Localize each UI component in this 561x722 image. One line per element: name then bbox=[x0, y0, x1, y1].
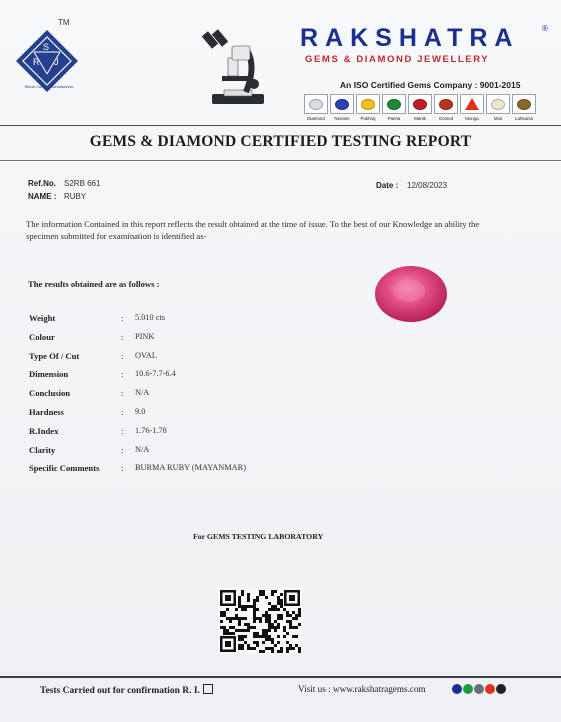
gem-label: Manik bbox=[414, 116, 426, 121]
gemstone-icon bbox=[335, 99, 349, 110]
gem-item bbox=[382, 94, 406, 121]
registered-mark: ® bbox=[542, 24, 548, 33]
gem-icons-row bbox=[304, 94, 536, 121]
property-label: Dimension bbox=[29, 369, 69, 380]
gem-box bbox=[330, 94, 354, 114]
property-colon: : bbox=[121, 369, 124, 380]
gem-item bbox=[486, 94, 510, 121]
gemstone-icon bbox=[439, 99, 453, 110]
gem-item bbox=[460, 94, 484, 121]
logo-letter-s: S bbox=[43, 42, 50, 52]
property-label: Hardness bbox=[29, 406, 64, 417]
property-colon: : bbox=[121, 350, 124, 361]
gem-label: Gomed bbox=[438, 116, 454, 121]
property-colon: : bbox=[121, 406, 124, 417]
ref-no-label: Ref.No. bbox=[28, 179, 56, 188]
property-colon: : bbox=[121, 425, 124, 436]
gem-item bbox=[512, 94, 536, 121]
gem-label: Pukhraj bbox=[360, 116, 376, 121]
srj-logo bbox=[8, 18, 90, 108]
footer-divider bbox=[0, 676, 561, 678]
property-value: N/A bbox=[135, 444, 150, 454]
gem-box bbox=[434, 94, 458, 114]
results-heading: The results obtained are as follows : bbox=[28, 279, 160, 289]
gem-item bbox=[356, 94, 380, 121]
logo-caption: Stone Cutting Manufacturer bbox=[24, 84, 74, 89]
logo-trademark: TM bbox=[58, 18, 70, 27]
gemstone-icon bbox=[413, 99, 427, 110]
gem-label: Lahsunia bbox=[515, 116, 533, 121]
date-value: 12/08/2023 bbox=[407, 181, 448, 190]
property-label: Specific Comments bbox=[29, 463, 100, 474]
property-value: N/A bbox=[135, 388, 150, 398]
social-icons bbox=[452, 684, 506, 694]
gemstone-icon bbox=[361, 99, 375, 110]
gem-box bbox=[408, 94, 432, 114]
facebook-icon[interactable] bbox=[452, 684, 462, 694]
property-value: BURMA RUBY (MAYANMAR) bbox=[135, 463, 246, 473]
property-colon: : bbox=[121, 444, 124, 455]
gem-box bbox=[356, 94, 380, 114]
property-value: 1.76-1.78 bbox=[135, 425, 167, 435]
property-colon: : bbox=[121, 331, 124, 342]
logo-letter-r: R bbox=[33, 57, 40, 67]
gem-box bbox=[512, 94, 536, 114]
title-divider bbox=[0, 160, 561, 161]
gem-box bbox=[304, 94, 328, 114]
ref-no-value: S2RB 661 bbox=[64, 179, 101, 188]
property-value: PINK bbox=[135, 331, 155, 341]
gem-label: Munga bbox=[465, 116, 479, 121]
gem-item bbox=[408, 94, 432, 121]
property-value: 10.6-7.7-6.4 bbox=[135, 369, 176, 379]
property-colon: : bbox=[121, 463, 124, 474]
gemstone-icon bbox=[309, 99, 323, 110]
property-label: Weight bbox=[29, 313, 56, 323]
microscope-icon bbox=[202, 28, 270, 108]
gem-label: Neelam bbox=[334, 116, 350, 121]
header-divider bbox=[0, 125, 561, 126]
intro-text: The information Contained in this report reflects the result obtained at the time of issue. To the best of our Knowledge an ability the specimen submitted for examination is identified as- bbox=[26, 219, 480, 241]
gemstone-icon bbox=[387, 99, 401, 110]
footer-confirmation bbox=[40, 684, 213, 696]
gemstone-icon bbox=[465, 98, 479, 110]
checkbox-square-icon bbox=[203, 684, 213, 694]
gem-label: Moti bbox=[493, 116, 503, 121]
gem-label: Panna bbox=[387, 116, 401, 121]
property-colon: : bbox=[121, 388, 124, 399]
property-value: 5.010 cts bbox=[135, 313, 165, 322]
gem-label: Diamond bbox=[307, 116, 325, 121]
property-label: Colour bbox=[29, 331, 55, 342]
date-label: Date : bbox=[376, 181, 399, 190]
gem-box bbox=[460, 94, 484, 114]
property-label: Clarity bbox=[29, 444, 56, 455]
property-colon: : bbox=[121, 313, 124, 323]
brand-block bbox=[300, 24, 552, 65]
gem-item bbox=[304, 94, 328, 121]
property-label: Conclusion bbox=[29, 388, 71, 399]
gemstone-icon bbox=[517, 99, 531, 110]
whatsapp-icon[interactable] bbox=[463, 684, 473, 694]
name-label: NAME : bbox=[28, 192, 57, 201]
footer-website: Visit us : www.rakshatragems.com bbox=[298, 684, 426, 694]
qr-code bbox=[218, 588, 302, 654]
instagram-icon[interactable] bbox=[496, 684, 506, 694]
gem-box bbox=[382, 94, 406, 114]
property-value: OVAL bbox=[135, 350, 157, 360]
property-value: 9.0 bbox=[135, 406, 146, 416]
gem-box bbox=[486, 94, 510, 114]
footer-confirmation-text: Tests Carried out for confirmation R. I. bbox=[40, 686, 200, 696]
ruby-gemstone-image bbox=[372, 263, 450, 325]
brand-name: RAKSHATRA bbox=[300, 24, 520, 52]
gem-item bbox=[434, 94, 458, 121]
logo-letter-j: J bbox=[54, 57, 59, 67]
gemstone-icon bbox=[491, 99, 505, 110]
lab-signature-text: For GEMS TESTING LABORATORY bbox=[193, 532, 324, 541]
property-label: R.Index bbox=[29, 425, 59, 436]
name-value: RUBY bbox=[64, 192, 87, 201]
iso-certification: An ISO Certified Gems Company : 9001-2015 bbox=[340, 80, 521, 90]
brand-subtitle: GEMS & DIAMOND JEWELLERY bbox=[305, 54, 490, 65]
youtube-icon[interactable] bbox=[485, 684, 495, 694]
property-label: Type Of / Cut bbox=[29, 350, 80, 361]
gem-item bbox=[330, 94, 354, 121]
report-title: GEMS & DIAMOND CERTIFIED TESTING REPORT bbox=[89, 133, 472, 150]
twitter-icon[interactable] bbox=[474, 684, 484, 694]
